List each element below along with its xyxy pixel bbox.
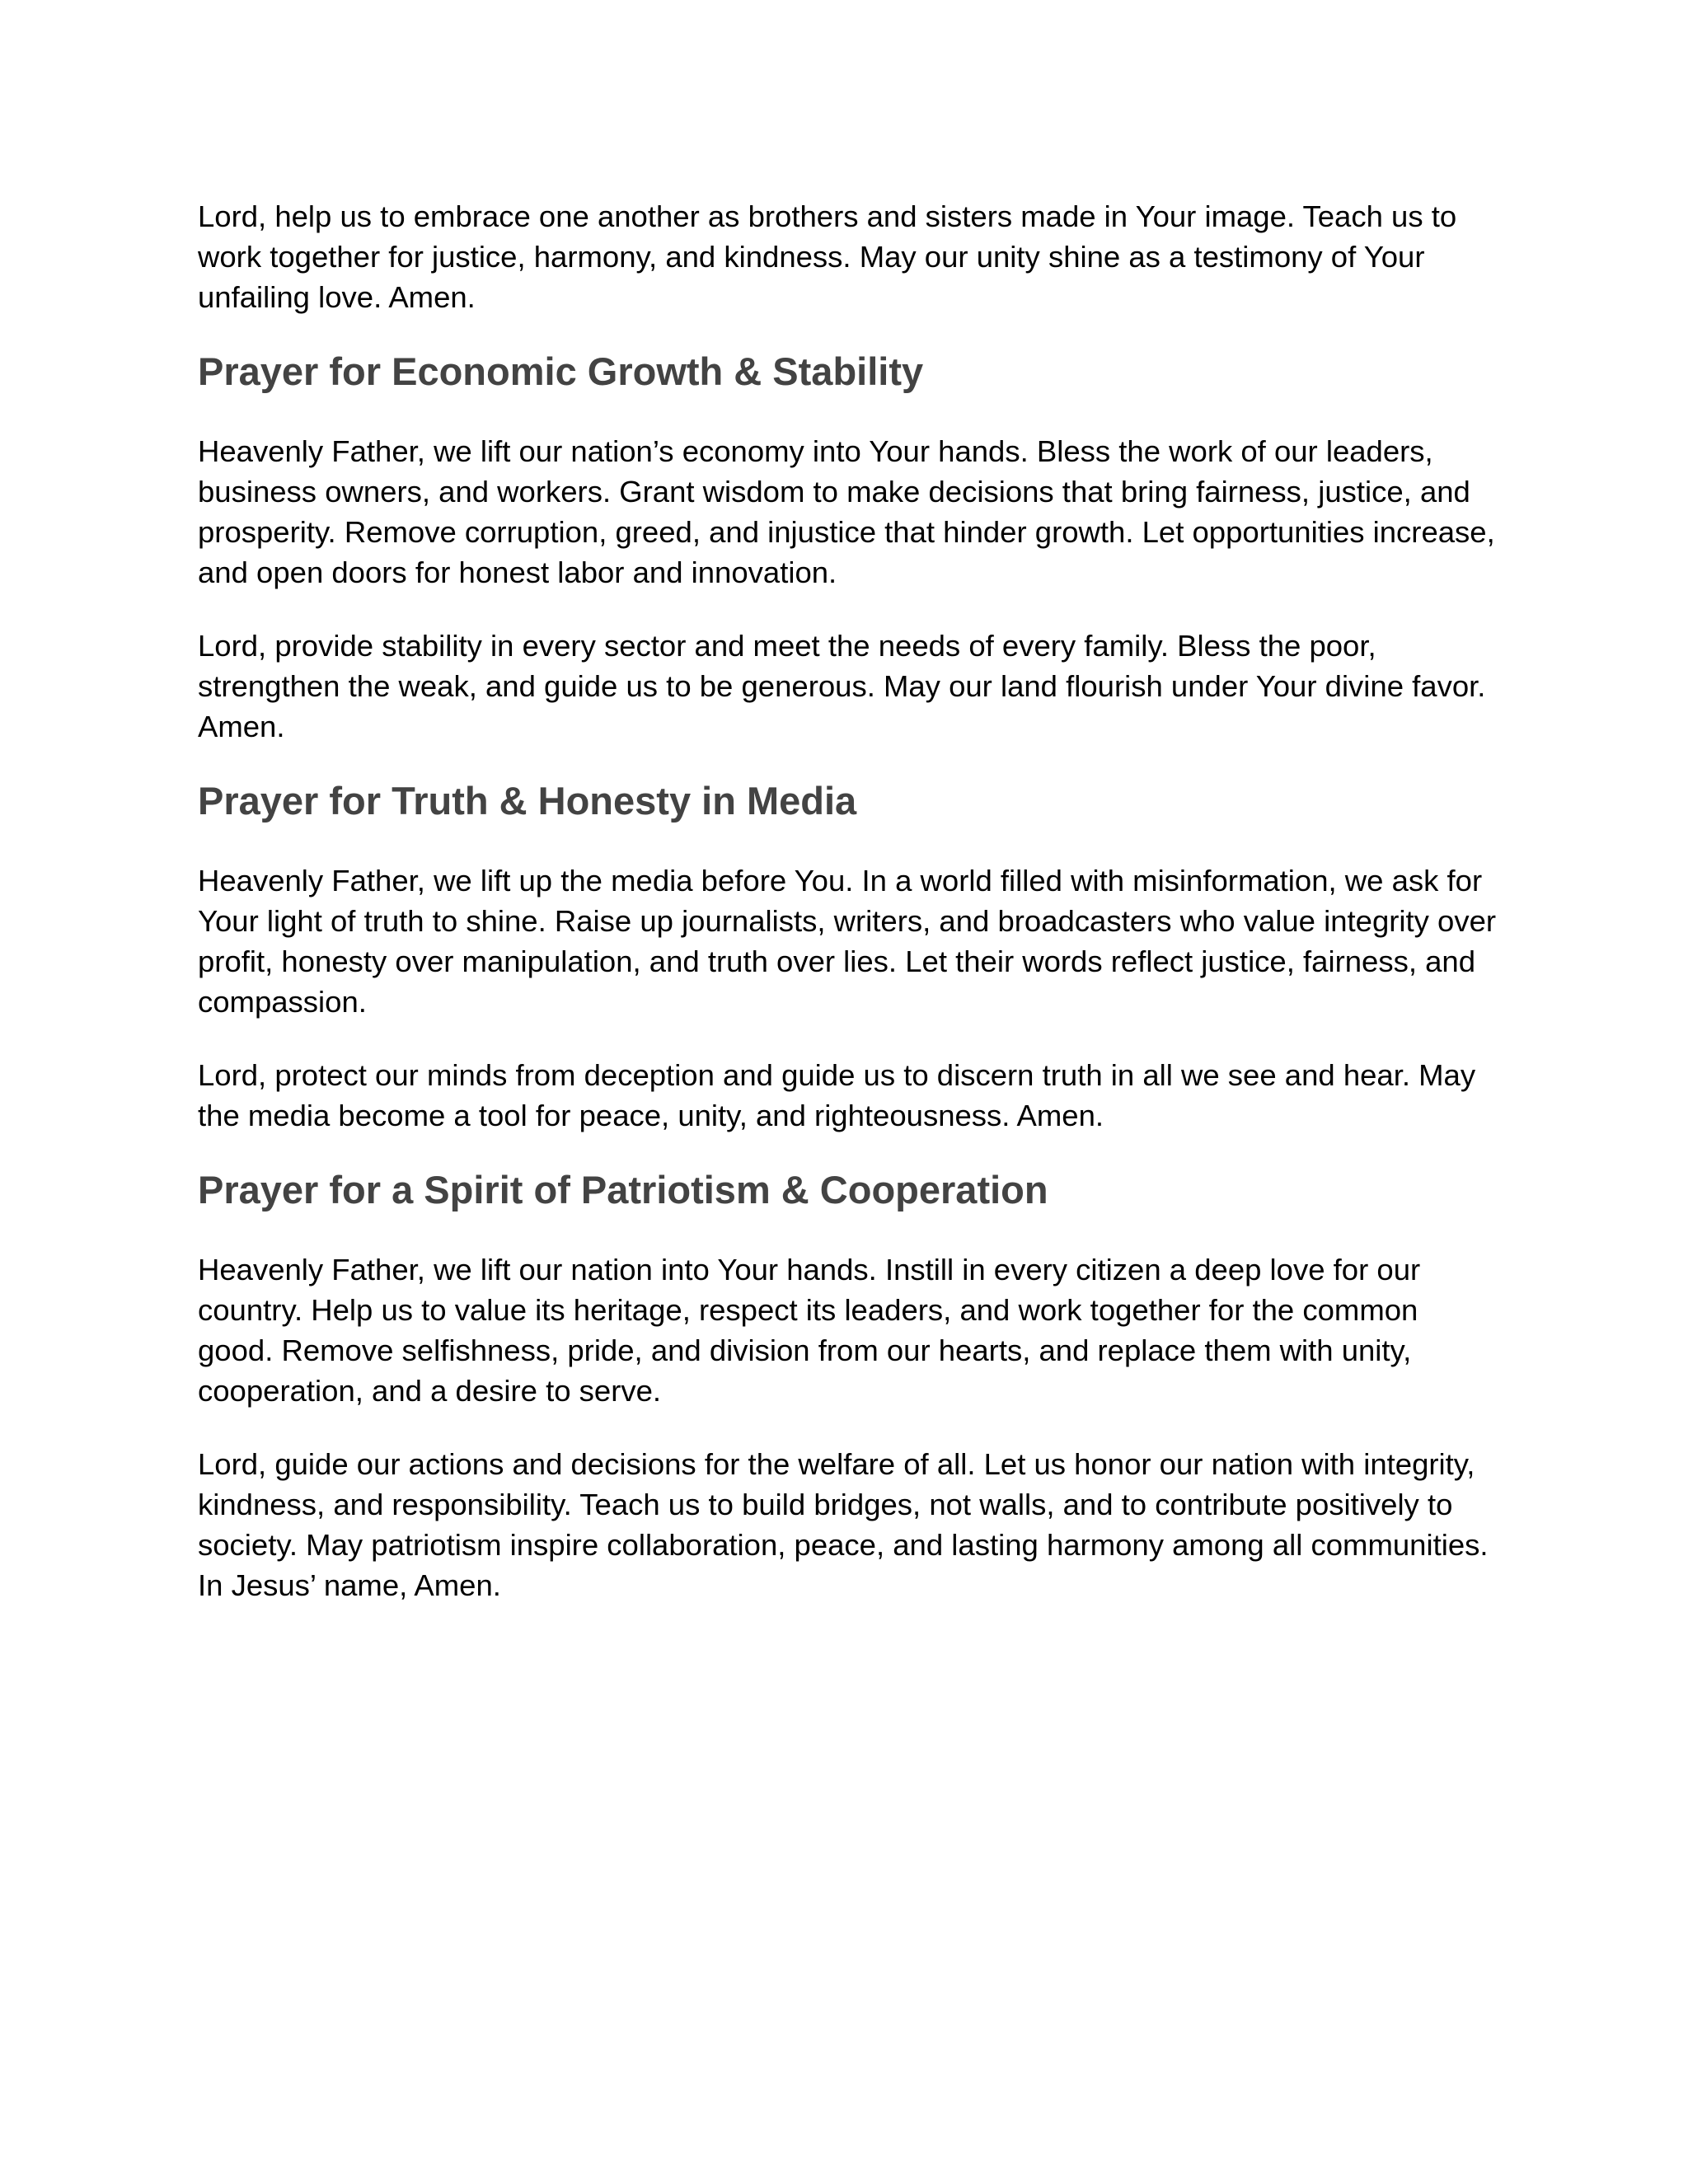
heading-patriotism: Prayer for a Spirit of Patriotism & Cooperation (198, 1168, 1048, 1212)
paragraph-media-2: Lord, protect our minds from deception and guide us to discern truth in all we see and hear. May the media become a tool for peace, unity, and righteousness. Amen. (198, 1058, 1476, 1132)
paragraph-media-1: Heavenly Father, we lift up the media before You. In a world filled with misinformation, we ask for Your light of truth to shine. Raise up journalists, writers, and broadcasters who value integrity over profit, honesty over manipulation, and truth over lies. Let their words reflect justice, fairness, and compassion. (198, 864, 1497, 1019)
paragraph-patriotism-1: Heavenly Father, we lift our nation into Your hands. Instill in every citizen a deep love for our country. Help us to value its heritage, respect its leaders, and work together for the common good. Remove selfishness, pride, and division from our hearts, and replace them with unity, cooperation, and a desire to serve. (198, 1253, 1421, 1408)
heading-economic-growth: Prayer for Economic Growth & Stability (198, 349, 924, 393)
paragraph-economy-2: Lord, provide stability in every sector and meet the needs of every family. Bless the poor, strengthen the weak, and guide us to be generous. May our land flourish under Your divine favor. Amen. (198, 629, 1486, 743)
paragraph-unity: Lord, help us to embrace one another as brothers and sisters made in Your image. Teach us to work together for justice, harmony, and kindness. May our unity shine as a testimony of Your unfailing love. Amen. (198, 199, 1457, 314)
document-page (198, 196, 1500, 1605)
paragraph-economy-1: Heavenly Father, we lift our nation’s economy into Your hands. Bless the work of our leaders, business owners, and workers. Grant wisdom to make decisions that bring fairness, justice, and prosperity. Remove corruption, greed, and injustice that hinder growth. Let opportunities increase, and open doors for honest labor and innovation. (198, 434, 1495, 589)
heading-truth-media: Prayer for Truth & Honesty in Media (198, 779, 857, 823)
paragraph-patriotism-2: Lord, guide our actions and decisions for the welfare of all. Let us honor our nation with integrity, kindness, and responsibility. Teach us to build bridges, not walls, and to contribute positively to society. May patriotism inspire collaboration, peace, and lasting harmony among all communities. In Jesus’ name, Amen. (198, 1447, 1489, 1602)
